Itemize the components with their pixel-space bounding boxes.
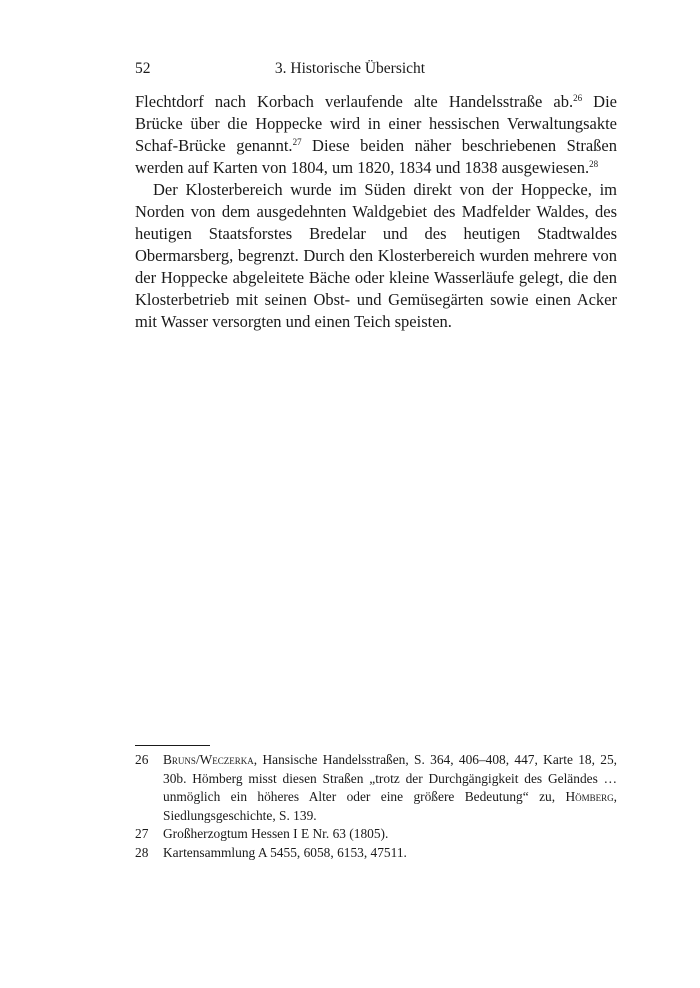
footnote-author: Hömberg	[565, 789, 614, 804]
footnotes	[135, 751, 617, 862]
footnote-separator	[135, 745, 210, 746]
footnote-number: 28	[135, 844, 149, 860]
footnote-ref-26[interactable]: 26	[573, 93, 583, 103]
footnote-ref-28[interactable]: 28	[589, 159, 599, 169]
footnote-26	[135, 751, 617, 825]
paragraph-1-part-a: Flechtdorf nach Korbach verlaufende alte Handelsstraße ab.	[135, 92, 574, 111]
footnote-ref-27[interactable]: 27	[292, 137, 302, 147]
footnote-number: 27	[135, 826, 149, 841]
footnote-author: Bruns/Weczerka	[163, 752, 254, 767]
running-head: 3. Historische Übersicht	[274, 60, 426, 77]
main-text	[135, 91, 617, 333]
paragraph-2: Der Klosterbereich wurde im Süden direkt von der Hoppecke, im Norden von dem ausgedehnten Waldgebiet des Madfelder Waldes, des heutigen Staatsforstes Bredelar und des heutigen Stadtwaldes Obermarsberg, begrenzt. Durch den Klosterbereich wurden mehrere von der Hoppecke abgeleitete Bäche oder kleine Wasserläufe gelegt, die den Klosterbetrieb mit seinen Obst- und Gemüsegärten sowie einen Acker mit Wasser versorgten und einen Teich speisten.	[135, 180, 617, 331]
footnote-text: , Siedlungsgeschichte, S. 139.	[163, 789, 617, 823]
footnote-28	[135, 844, 617, 863]
footnote-27	[135, 825, 617, 844]
footnote-number: 26	[135, 752, 149, 767]
footnote-text: Großherzogtum Hessen I E Nr. 63 (1805).	[163, 826, 389, 841]
footnote-text: , Hansische Handelsstraßen, S. 364, 406–408, 447, Karte 18, 25, 30b. Hömberg misst diesen Straßen „trotz der Durchgängigkeit des Geländes … unmöglich ein höheres Alter oder eine größere Bedeutung“ zu,	[163, 752, 617, 804]
paragraph-1-part-c: Diese beiden näher beschriebenen Straßen werden auf Karten von 1804, um 1820, 1834 und 1838 ausgewiesen.	[135, 136, 617, 177]
page-number: 52	[135, 60, 151, 77]
paragraph-1	[135, 91, 617, 179]
paragraph-1-part-b: Die Brücke über die Hoppecke wird in einer hessischen Verwaltungsakte Schaf-Brücke genannt.	[135, 92, 617, 155]
footnote-text: Kartensammlung A 5455, 6058, 6153, 47511.	[163, 844, 407, 860]
